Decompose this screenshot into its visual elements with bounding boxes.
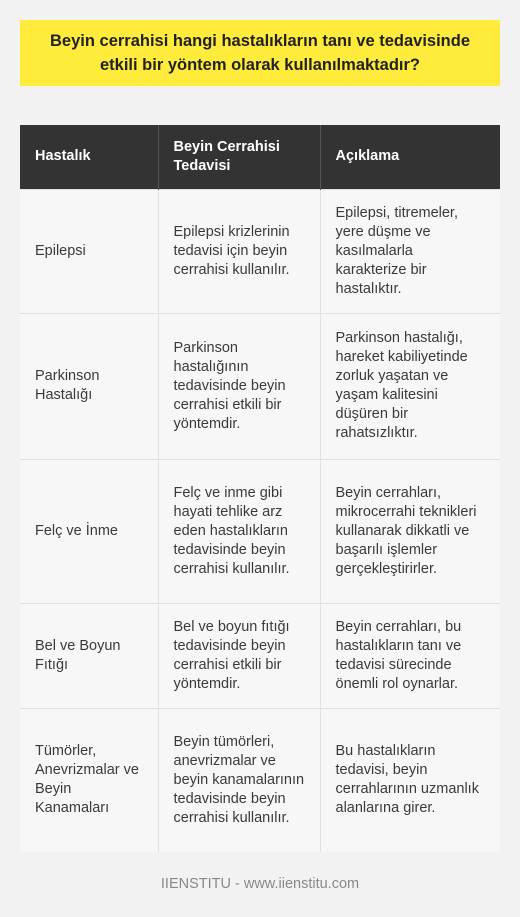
page-title: Beyin cerrahisi hangi hastalıkların tanı ve tedavisinde etkili bir yöntem olarak kullanılmaktadır? <box>20 20 500 86</box>
cell-description: Bu hastalıkların tedavisi, beyin cerrahlarının uzmanlık alanlarına girer. <box>320 708 500 852</box>
header-description: Açıklama <box>320 125 500 189</box>
cell-disease: Bel ve Boyun Fıtığı <box>20 603 158 708</box>
cell-description: Epilepsi, titremeler, yere düşme ve kasılmalarla karakterize bir hastalıktır. <box>320 189 500 313</box>
cell-treatment: Epilepsi krizlerinin tedavisi için beyin cerrahisi kullanılır. <box>158 189 320 313</box>
cell-treatment: Beyin tümörleri, anevrizmalar ve beyin kanamalarının tedavisinde beyin cerrahisi kullanılır. <box>158 708 320 852</box>
table-header-row <box>20 125 500 189</box>
footer-credit: IIENSTITU - www.iienstitu.com <box>160 876 360 892</box>
table-row <box>20 189 500 313</box>
cell-disease: Tümörler, Anevrizmalar ve Beyin Kanamaları <box>20 708 158 852</box>
table-row <box>20 603 500 708</box>
header-disease: Hastalık <box>20 125 158 189</box>
cell-disease: Epilepsi <box>20 189 158 313</box>
disease-table <box>20 125 500 852</box>
cell-description: Parkinson hastalığı, hareket kabiliyetinde zorluk yaşatan ve yaşam kalitesini düşüren bir rahatsızlıktır. <box>320 313 500 459</box>
cell-description: Beyin cerrahları, bu hastalıkların tanı ve tedavisi sürecinde önemli rol oynarlar. <box>320 603 500 708</box>
header-treatment: Beyin Cerrahisi Tedavisi <box>158 125 320 189</box>
table-row <box>20 313 500 459</box>
cell-treatment: Bel ve boyun fıtığı tedavisinde beyin cerrahisi etkili bir yöntemdir. <box>158 603 320 708</box>
table-row <box>20 459 500 603</box>
cell-disease: Felç ve İnme <box>20 459 158 603</box>
cell-description: Beyin cerrahları, mikrocerrahi teknikleri kullanarak dikkatli ve başarılı işlemler gerçekleştirirler. <box>320 459 500 603</box>
table-row <box>20 708 500 852</box>
cell-treatment: Felç ve inme gibi hayati tehlike arz eden hastalıkların tedavisinde beyin cerrahisi kullanılır. <box>158 459 320 603</box>
cell-treatment: Parkinson hastalığının tedavisinde beyin cerrahisi etkili bir yöntemdir. <box>158 313 320 459</box>
cell-disease: Parkinson Hastalığı <box>20 313 158 459</box>
